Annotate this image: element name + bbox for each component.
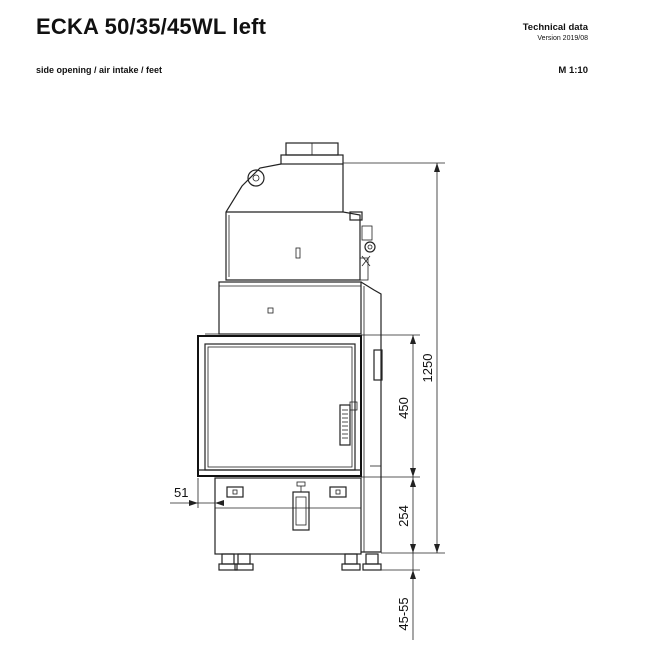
drawing-subtitle: side opening / air intake / feet xyxy=(36,65,163,75)
feet xyxy=(219,554,381,570)
dim-total-height: 1250 xyxy=(420,353,435,383)
drawing-title: ECKA 50/35/45WL left xyxy=(36,14,267,39)
dim-base-height: 254 xyxy=(396,505,411,527)
dim-left-offset: 51 xyxy=(174,485,189,500)
scale-label: M 1:10 xyxy=(558,65,588,76)
fire-door xyxy=(198,336,361,476)
flue-outlet xyxy=(281,143,343,164)
version-label: Version 2019/08 xyxy=(537,35,588,42)
technical-data-label: Technical data xyxy=(522,22,588,33)
dim-door-height: 450 xyxy=(396,397,411,419)
base-air-intake xyxy=(215,478,361,554)
middle-section xyxy=(205,282,361,334)
side-panel xyxy=(361,282,382,552)
upper-hood xyxy=(226,164,375,280)
dim-feet-height: 45-55 xyxy=(396,597,411,631)
